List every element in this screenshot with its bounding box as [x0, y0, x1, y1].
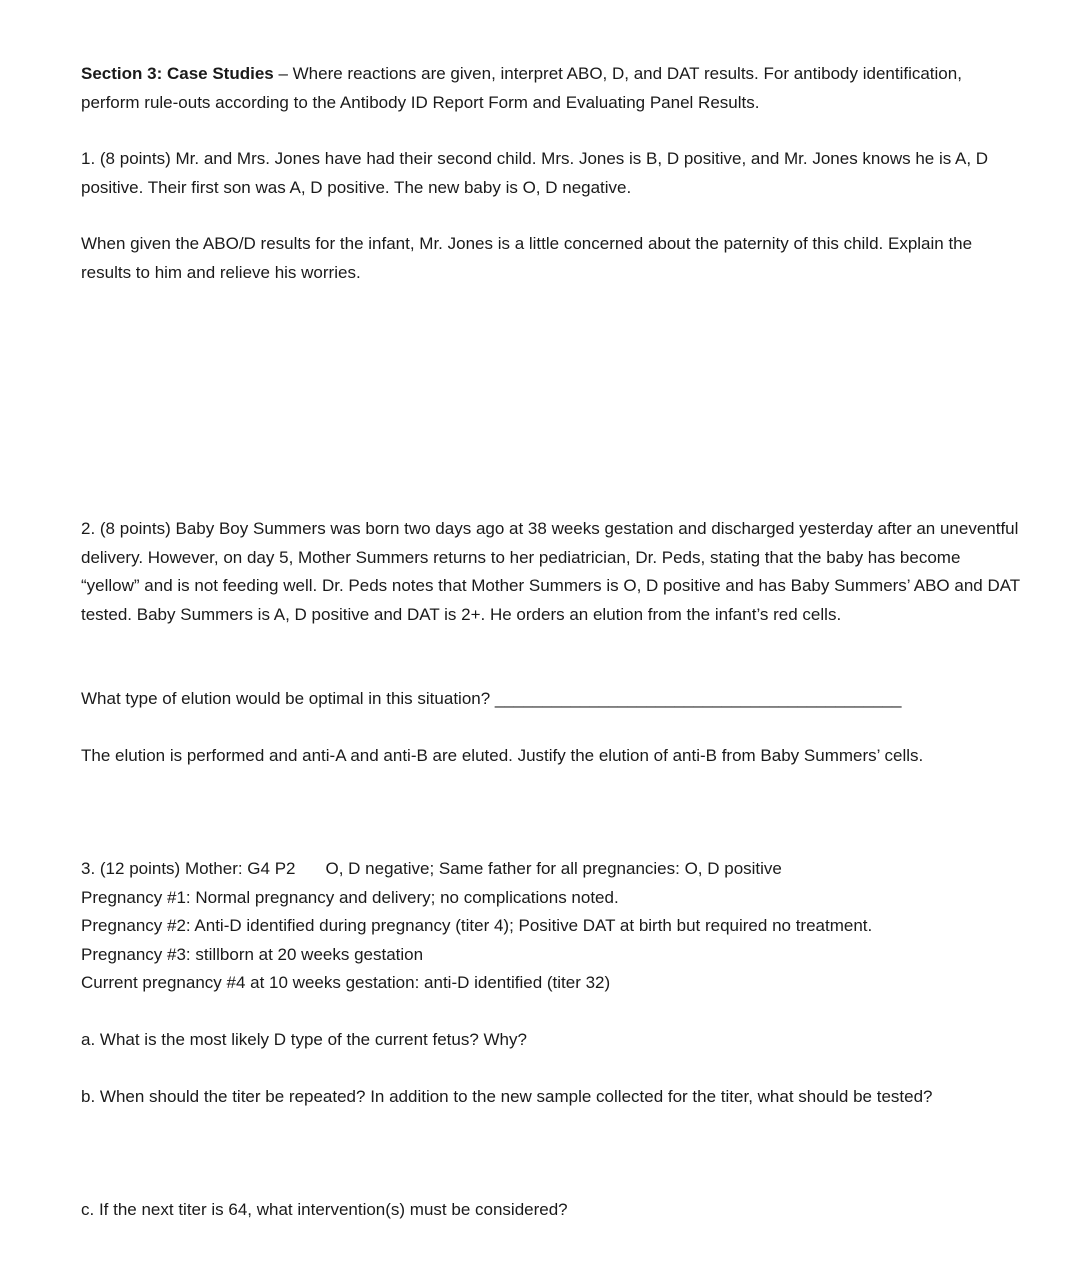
- question-3-line-4: Pregnancy #3: stillborn at 20 weeks gestation: [81, 944, 424, 964]
- question-3-line-2: Pregnancy #1: Normal pregnancy and delivery; no complications noted.: [81, 887, 619, 907]
- question-2-scenario: 2. (8 points) Baby Boy Summers was born two days ago at 38 weeks gestation and discharged yesterday after an uneventful delivery. However, on day 5, Mother Summers returns to her pediatrician, Dr. Peds, stating that the baby has become “yellow” and is not feeding well. Dr. Peds notes that Mother Summers is O, D positive and has Baby Summers’ ABO and DAT tested. Baby Summers is A, D positive and DAT is 2+. He orders an elution from the infant’s red cells.: [81, 519, 1020, 624]
- mother-gravida-para: 3. (12 points) Mother: G4 P2: [81, 859, 296, 878]
- section-instructions: – Where reactions are given, interpret ABO, D, and DAT results. For antibody identification, perform rule-outs according to the Antibody ID Report Form and Evaluating Panel Results.: [81, 64, 962, 112]
- question-3-part-a: a. What is the most likely D type of the current fetus? Why?: [81, 1030, 527, 1049]
- question-1-scenario: 1. (8 points) Mr. and Mrs. Jones have had their second child. Mrs. Jones is B, D positive, and Mr. Jones knows he is A, D positive. Their first son was A, D positive. The new baby is O, D negative.: [81, 149, 989, 197]
- question-3-line-3: Pregnancy #2: Anti-D identified during pregnancy (titer 4); Positive DAT at birth but required no treatment.: [81, 916, 873, 935]
- section-intro: [81, 60, 1021, 117]
- question-3-part-b: b. When should the titer be repeated? In addition to the new sample collected for the titer, what should be tested?: [81, 1087, 933, 1106]
- question-3-history: [81, 855, 1021, 998]
- question-3-line-5: Current pregnancy #4 at 10 weeks gestation: anti-D identified (titer 32): [81, 973, 611, 992]
- question-3-part-c: c. If the next titer is 64, what intervention(s) must be considered?: [81, 1200, 568, 1219]
- blood-types: O, D negative; Same father for all pregnancies: O, D positive: [325, 859, 782, 878]
- question-2-elution-type: What type of elution would be optimal in this situation? ___________________________________________: [81, 689, 902, 708]
- question-2-justify: The elution is performed and anti-A and anti-B are eluted. Justify the elution of anti-B from Baby Summers’ cells.: [81, 746, 924, 765]
- question-3-line-1: [81, 855, 1021, 884]
- section-heading: Section 3: Case Studies: [81, 64, 274, 83]
- question-1-prompt: When given the ABO/D results for the infant, Mr. Jones is a little concerned about the paternity of this child. Explain the results to him and relieve his worries.: [81, 234, 973, 282]
